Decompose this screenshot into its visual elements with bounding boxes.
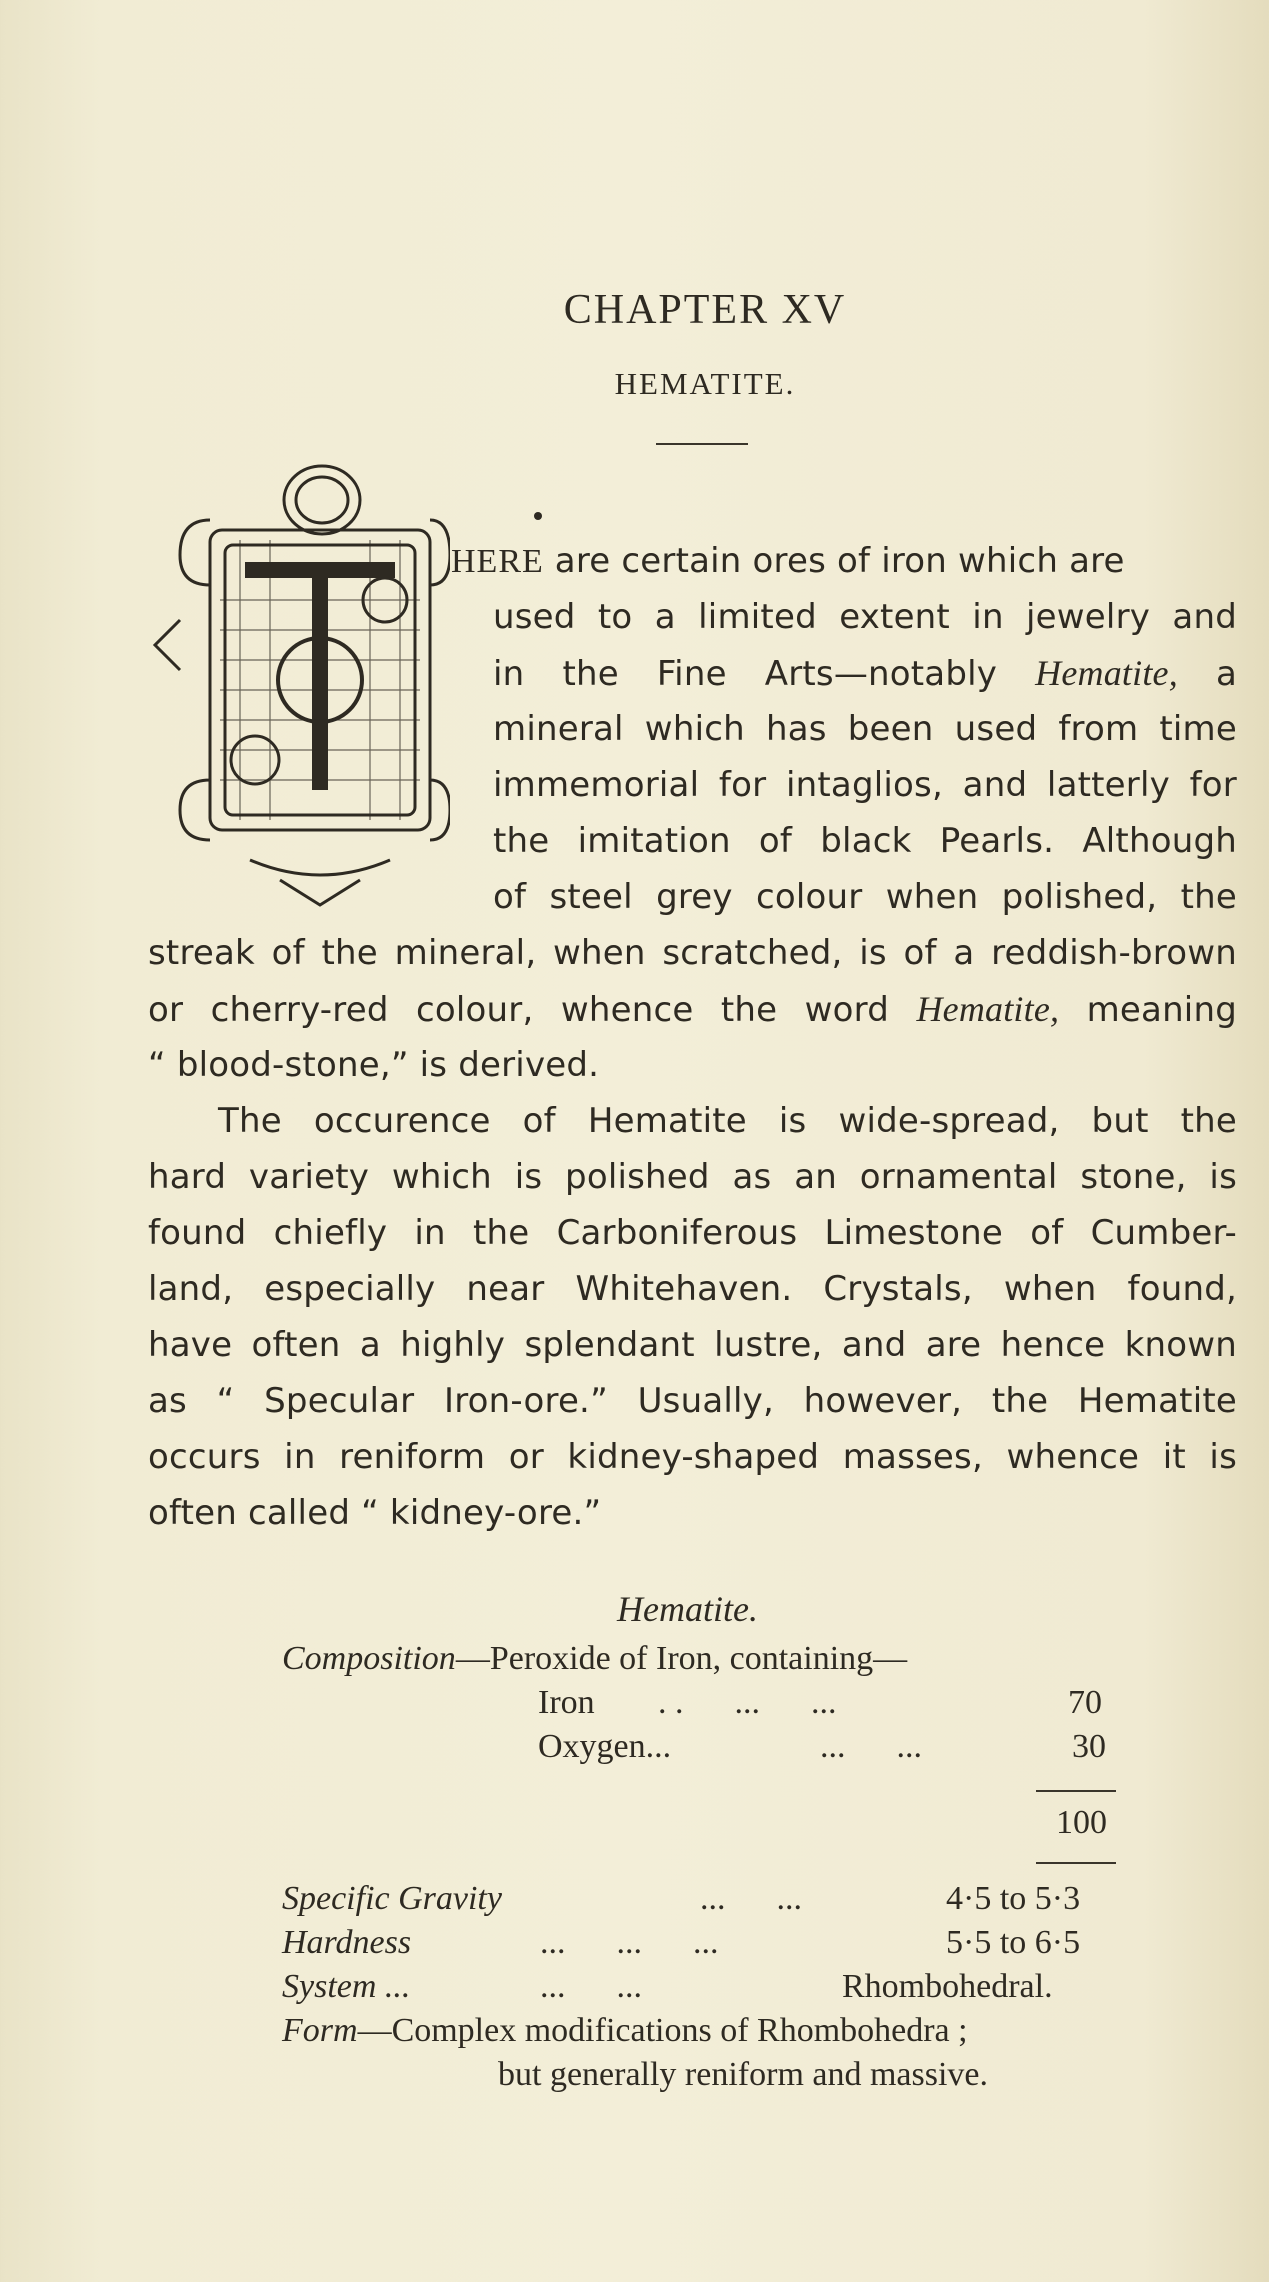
- form-text-continued: but generally reniform and massive.: [498, 2056, 989, 2093]
- paragraph2-line6: as “ Specular Iron-ore.” Usually, however, the Hematite: [148, 1381, 1237, 1421]
- system-value: Rhombohedral.: [842, 1968, 1053, 2005]
- form-text: —Complex modifications of Rhombohedra ;: [357, 2012, 968, 2049]
- dot-mark: [534, 512, 542, 520]
- iron-value: 70: [1068, 1684, 1102, 1721]
- italic-term: Hematite,: [916, 989, 1060, 1029]
- total-rule: [1036, 1862, 1116, 1864]
- hardness-label: Hardness: [282, 1924, 412, 1961]
- paragraph1-line9-tail: meaning: [1059, 990, 1237, 1030]
- paragraph1-line6: the imitation of black Pearls. Although: [493, 821, 1237, 861]
- chapter-subtitle: HEMATITE.: [614, 366, 796, 401]
- paragraph1-line3-text: in the Fine Arts—notably: [493, 654, 1036, 694]
- specific-gravity-dots: ... ...: [700, 1880, 802, 1917]
- composition-row: [282, 1640, 907, 1678]
- iron-dots: . . ... ...: [658, 1684, 837, 1721]
- table-heading: Hematite.: [617, 1589, 758, 1629]
- paragraph1-line1: [451, 533, 1237, 590]
- paragraph2-line3: found chiefly in the Carboniferous Limestone of Cumber-: [148, 1213, 1237, 1253]
- decorative-initial-T-icon: [150, 460, 450, 910]
- hardness-value: 5·5 to 6·5: [946, 1924, 1081, 1961]
- system-dots: ... ...: [540, 1968, 642, 2005]
- paragraph2-line5: have often a highly splendant lustre, and are hence known: [148, 1325, 1237, 1365]
- form-row: [282, 2012, 968, 2050]
- paragraph1-line10: “ blood-stone,” is derived.: [148, 1045, 600, 1085]
- paragraph1-line2: used to a limited extent in jewelry and: [493, 597, 1237, 637]
- paragraph1-line4: mineral which has been used from time: [493, 709, 1237, 749]
- paragraph2-line8: often called “ kidney-ore.”: [148, 1493, 602, 1533]
- paragraph2-line4: land, especially near Whitehaven. Crystals, when found,: [148, 1269, 1237, 1309]
- sum-rule: [1036, 1790, 1116, 1792]
- form-label: Form: [282, 2012, 358, 2049]
- drop-initial-tail: HERE: [451, 543, 544, 580]
- specific-gravity-value: 4·5 to 5·3: [946, 1880, 1081, 1917]
- paragraph1-line3: [493, 645, 1237, 702]
- total-value: 100: [1056, 1804, 1107, 1841]
- oxygen-value: 30: [1072, 1728, 1106, 1765]
- composition-label: Composition: [282, 1640, 456, 1677]
- oxygen-label: Oxygen...: [538, 1728, 672, 1765]
- paragraph2-line7: occurs in reniform or kidney-shaped masses, whence it is: [148, 1437, 1237, 1477]
- paragraph2-line2: hard variety which is polished as an ornamental stone, is: [148, 1157, 1237, 1197]
- paragraph1-line9-text: or cherry-red colour, whence the word: [148, 990, 917, 1030]
- paragraph1-line3-tail: a: [1177, 654, 1238, 694]
- iron-label: Iron: [538, 1684, 595, 1721]
- paragraph1-line5: immemorial for intaglios, and latterly for: [493, 765, 1237, 805]
- paragraph1-line7: of steel grey colour when polished, the: [493, 877, 1237, 917]
- paragraph2-line1: The occurence of Hematite is wide-spread, but the: [218, 1101, 1237, 1141]
- paragraph1-line8: streak of the mineral, when scratched, is of a reddish-brown: [148, 933, 1237, 973]
- specific-gravity-label: Specific Gravity: [282, 1880, 502, 1917]
- composition-text: —Peroxide of Iron, containing—: [455, 1640, 908, 1677]
- paragraph1-line9: [148, 981, 1237, 1038]
- chapter-title: CHAPTER XV: [563, 287, 847, 333]
- italic-term: Hematite,: [1035, 653, 1178, 693]
- title-divider: [656, 443, 748, 445]
- system-label: System ...: [282, 1968, 411, 2005]
- paragraph1-line1-text: are certain ores of iron which are: [543, 541, 1125, 581]
- oxygen-dots: ... ...: [820, 1728, 922, 1765]
- hardness-dots: ... ... ...: [540, 1924, 719, 1961]
